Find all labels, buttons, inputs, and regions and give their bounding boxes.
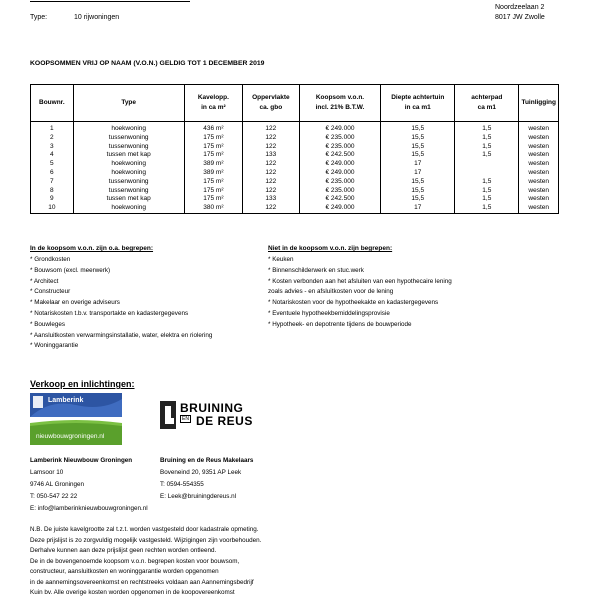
col-header-type: Type (73, 85, 184, 122)
note-line: Deze prijslijst is zo zorgvuldig mogelijk vastgesteld. Wijzigingen zijn voorbehouden. (30, 536, 262, 544)
list-item: * Woninggarantie (30, 342, 79, 350)
table-cell: westen (519, 151, 559, 160)
type-label: Type: (30, 14, 48, 21)
note-line: constructeur, aansluitkosten en woninggarantie worden opgenomen (30, 568, 219, 575)
contact-right-phone: T: 0594-554355 (160, 481, 204, 488)
list-item: * Bouwsom (excl. meerwerk) (30, 266, 111, 274)
table-cell: 175 m² (184, 151, 242, 160)
table-row (31, 187, 559, 196)
table-cell: 3 (31, 143, 74, 152)
table-cell: tussen met kap (73, 151, 184, 160)
col-header-oppervlakte: Oppervlakte ca. gbo (243, 85, 300, 122)
table-cell: 133 (243, 151, 300, 160)
table-cell: 122 (243, 134, 300, 143)
list-item: * Notariskosten t.b.v. transportakte en kadastergegevens (30, 309, 189, 317)
lamberink-name: Lamberink (48, 397, 84, 404)
table-cell: 122 (243, 204, 300, 213)
bruining-logo (158, 395, 268, 437)
table-cell: € 235.000 (299, 143, 381, 152)
table-cell: westen (519, 169, 559, 178)
list-item: * Aansluitkosten verwarmingsinstallatie, water, elektra en riolering (30, 331, 213, 339)
table-cell: 7 (31, 178, 74, 187)
table-cell: 1,5 (455, 187, 519, 196)
list-item: * Architect (30, 277, 59, 285)
list-item: * Hypotheek- en depotrente tijdens de bouwperiode (268, 320, 412, 328)
note-line: Kuin bv. Alle overige kosten worden opgenomen in de koopovereenkomst (30, 589, 235, 596)
table-cell: 436 m² (184, 122, 242, 134)
contact-right-name: Bruining en de Reus Makelaars (160, 457, 254, 464)
table-cell: 15,5 (381, 143, 455, 152)
table-cell: 380 m² (184, 204, 242, 213)
table-cell: tussenwoning (73, 187, 184, 196)
list-item: * Grondkosten (30, 256, 71, 263)
note-line: in de aannemingsovereenkomst en rechtstreeks voldaan aan Aannemingsbedrijf (30, 578, 254, 586)
col-header-bouwnr: Bouwnr. (31, 85, 74, 122)
table-row (31, 122, 559, 134)
section-title: KOOPSOMMEN VRIJ OP NAAM (V.O.N.) GELDIG TOT 1 DECEMBER 2019 (30, 60, 265, 67)
list-item: * Constructeur (30, 288, 71, 296)
table-cell: westen (519, 160, 559, 169)
table-cell (455, 169, 519, 178)
table-cell: westen (519, 204, 559, 213)
excluded-title: Niet in de koopsom v.o.n. zijn begrepen: (268, 245, 393, 252)
note-line: N.B. De juiste kavelgrootte zal t.z.t. worden vastgesteld door kadastrale opmeting. (30, 526, 259, 533)
table-cell: westen (519, 178, 559, 187)
table-cell: 1 (31, 122, 74, 134)
col-header-achterpad: achterpad ca m1 (455, 85, 519, 122)
table-cell: 10 (31, 204, 74, 213)
bruining-line-1: BRUINING (180, 401, 244, 415)
type-value: 10 rijwoningen (74, 14, 120, 21)
col-header-diepte: Diepte achtertuin in ca m1 (381, 85, 455, 122)
table-cell: 133 (243, 195, 300, 204)
table-cell: € 235.000 (299, 178, 381, 187)
table-cell: 175 m² (184, 187, 242, 196)
table-row (31, 160, 559, 169)
table-cell (455, 160, 519, 169)
table-cell: 175 m² (184, 195, 242, 204)
table-cell: € 235.000 (299, 134, 381, 143)
table-cell: 17 (381, 204, 455, 213)
table-cell: 1,5 (455, 151, 519, 160)
table-cell: 15,5 (381, 187, 455, 196)
table-cell: 122 (243, 169, 300, 178)
included-list (30, 255, 212, 352)
table-row (31, 169, 559, 178)
contact-left-name: Lamberink Nieuwbouw Groningen (30, 457, 133, 464)
list-item: * Notariskosten voor de hypotheekakte en kadastergegevens (268, 299, 439, 307)
address-line-1: Noordzeelaan 2 (495, 4, 545, 11)
table-cell: 15,5 (381, 178, 455, 187)
contact-right-street: Boveneind 20, 9351 AP Leek (160, 469, 242, 476)
table-cell: tussen met kap (73, 195, 184, 204)
table-header-row (31, 85, 559, 122)
table-cell: hoekwoning (73, 160, 184, 169)
table-cell: 15,5 (381, 134, 455, 143)
notes-block (30, 525, 261, 599)
table-cell: tussenwoning (73, 134, 184, 143)
list-item: zoals advies - en afsluitkosten voor de lening (268, 288, 394, 296)
table-cell: 15,5 (381, 151, 455, 160)
excluded-list (268, 255, 452, 331)
table-cell: € 249.000 (299, 204, 381, 213)
col-header-koopsom: Koopsom v.o.n. incl. 21% B.T.W. (299, 85, 381, 122)
table-cell: tussenwoning (73, 143, 184, 152)
table-cell: westen (519, 134, 559, 143)
table-cell: 17 (381, 160, 455, 169)
contact-left-street: Lamsoor 10 (30, 469, 64, 476)
contact-left-phone: T: 050-547 22 22 (30, 493, 78, 500)
table-cell: € 249.000 (299, 169, 381, 178)
contact-right (160, 455, 253, 503)
col-header-kavel: Kavelopp. in ca m² (184, 85, 242, 122)
bruining-en: EN (182, 416, 189, 422)
table-cell: 1,5 (455, 204, 519, 213)
table-cell: € 249.000 (299, 160, 381, 169)
list-item: * Bouwleges (30, 320, 66, 328)
table-cell: 1,5 (455, 122, 519, 134)
table-cell: westen (519, 143, 559, 152)
table-cell: tussenwoning (73, 178, 184, 187)
table-row (31, 151, 559, 160)
table-cell: 175 m² (184, 134, 242, 143)
contact-heading: Verkoop en inlichtingen: (30, 379, 135, 389)
table-cell: € 242.500 (299, 195, 381, 204)
table-row (31, 204, 559, 213)
list-item: * Keuken (268, 256, 294, 263)
table-body (31, 122, 559, 214)
note-line: De in de bovengenoemde koopsom v.o.n. begrepen kosten voor bouwsom, (30, 557, 240, 565)
table-cell: 5 (31, 160, 74, 169)
list-item: * Makelaar en overige adviseurs (30, 299, 120, 307)
table-row (31, 178, 559, 187)
address-line-2: 8017 JW Zwolle (495, 14, 545, 21)
table-cell: westen (519, 187, 559, 196)
table-cell: 15,5 (381, 195, 455, 204)
contact-left (30, 455, 148, 515)
table-cell: 4 (31, 151, 74, 160)
lamberink-tagline: nieuwbouwgroningen.nl (36, 433, 105, 440)
table-cell: hoekwoning (73, 204, 184, 213)
table-cell: 122 (243, 178, 300, 187)
table-cell: 389 m² (184, 169, 242, 178)
table-cell: 2 (31, 134, 74, 143)
table-cell: 1,5 (455, 195, 519, 204)
table-cell: westen (519, 122, 559, 134)
table-cell: 1,5 (455, 143, 519, 152)
contact-right-email[interactable]: E: Leek@bruiningdereus.nl (160, 493, 237, 500)
table-row (31, 143, 559, 152)
list-item: * Eventuele hypotheekbemiddelingsprovisie (268, 309, 390, 317)
contact-left-city: 9746 AL Groningen (30, 481, 85, 488)
table-cell: 175 m² (184, 178, 242, 187)
table-cell: 122 (243, 143, 300, 152)
table-cell: 8 (31, 187, 74, 196)
col-header-tuinligging: Tuinligging (519, 85, 559, 122)
table-cell: hoekwoning (73, 122, 184, 134)
table-cell: 122 (243, 122, 300, 134)
cut-off-top-line (30, 0, 190, 2)
table-cell: westen (519, 195, 559, 204)
table-cell: hoekwoning (73, 169, 184, 178)
list-item: * Kosten verbonden aan het afsluiten van een hypothecaire lening (268, 277, 452, 285)
table-cell: 9 (31, 195, 74, 204)
contact-left-email[interactable]: E: info@lamberinknieuwbouwgroningen.nl (30, 505, 148, 512)
table-cell: 17 (381, 169, 455, 178)
note-line: Derhalve kunnen aan deze prijslijst geen rechten worden ontleend. (30, 547, 217, 554)
included-title: In de koopsom v.o.n. zijn o.a. begrepen: (30, 245, 154, 252)
table-cell: 6 (31, 169, 74, 178)
table-cell: 175 m² (184, 143, 242, 152)
table-cell: 1,5 (455, 178, 519, 187)
list-item: * Binnenschilderwerk en stuc.werk (268, 266, 364, 274)
table-cell: € 235.000 (299, 187, 381, 196)
table-cell: 122 (243, 160, 300, 169)
table-row (31, 195, 559, 204)
bruining-mark-icon (158, 399, 180, 431)
table-row (31, 134, 559, 143)
table-cell: 122 (243, 187, 300, 196)
table-cell: 15,5 (381, 122, 455, 134)
table-cell: € 242.500 (299, 151, 381, 160)
price-table (30, 84, 559, 214)
table-cell: 1,5 (455, 134, 519, 143)
table-cell: 389 m² (184, 160, 242, 169)
bruining-line-2: DE REUS (196, 414, 253, 428)
lamberink-logo (30, 393, 122, 445)
table-cell: € 249.000 (299, 122, 381, 134)
